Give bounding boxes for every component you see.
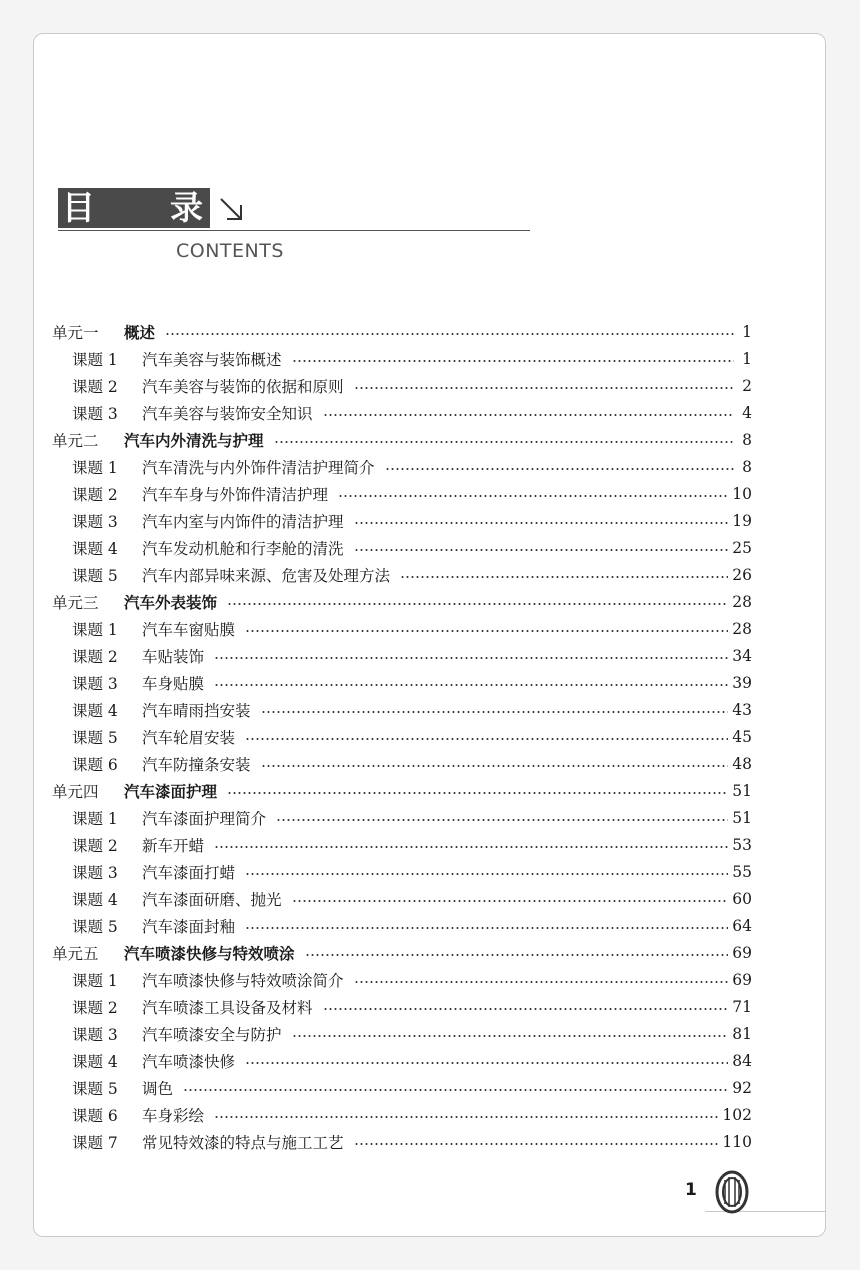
page-ref: 45 bbox=[732, 728, 752, 746]
dot-leader bbox=[245, 738, 728, 740]
dot-leader bbox=[354, 387, 734, 389]
page-ref: 26 bbox=[732, 566, 752, 584]
page-title bbox=[58, 188, 210, 228]
toc-lesson-row bbox=[52, 725, 752, 749]
dot-leader bbox=[354, 522, 729, 524]
page-ref: 43 bbox=[732, 701, 752, 719]
toc-lesson-row bbox=[52, 806, 752, 830]
lesson-title: 汽车清洗与内外饰件清洁护理简介 bbox=[142, 459, 375, 477]
page-ref: 28 bbox=[732, 620, 752, 638]
page-ref: 34 bbox=[732, 647, 752, 665]
toc-lesson-row bbox=[52, 995, 752, 1019]
toc-unit-row bbox=[52, 320, 752, 344]
lesson-title: 汽车晴雨挡安装 bbox=[142, 702, 251, 720]
lesson-title: 汽车美容与装饰的依据和原则 bbox=[142, 378, 344, 396]
dot-leader bbox=[261, 711, 729, 713]
toc-lesson-row bbox=[52, 401, 752, 425]
dot-leader bbox=[227, 603, 728, 605]
toc-unit-row bbox=[52, 590, 752, 614]
dot-leader bbox=[183, 1089, 728, 1091]
page-ref: 28 bbox=[732, 593, 752, 611]
dot-leader bbox=[292, 900, 729, 902]
lesson-number: 课题 4 bbox=[72, 540, 118, 558]
page-ref: 69 bbox=[732, 971, 752, 989]
page-ref: 53 bbox=[732, 836, 752, 854]
arrow-down-right-icon bbox=[216, 194, 248, 226]
page-ref: 51 bbox=[732, 809, 752, 827]
dot-leader bbox=[214, 684, 728, 686]
lesson-title: 汽车防撞条安装 bbox=[142, 756, 251, 774]
lesson-number: 课题 5 bbox=[72, 567, 118, 585]
dot-leader bbox=[385, 468, 734, 470]
toc-lesson-row bbox=[52, 347, 752, 371]
toc-lesson-row bbox=[52, 1103, 752, 1127]
lesson-title: 汽车美容与装饰安全知识 bbox=[142, 405, 313, 423]
toc-lesson-row bbox=[52, 671, 752, 695]
lesson-number: 课题 4 bbox=[72, 1053, 118, 1071]
page-ref: 48 bbox=[732, 755, 752, 773]
page-ref: 55 bbox=[732, 863, 752, 881]
lesson-title: 汽车漆面研磨、抛光 bbox=[142, 891, 282, 909]
toc-lesson-row bbox=[52, 887, 752, 911]
title-char-2: 录 bbox=[170, 188, 205, 227]
toc-lesson-row bbox=[52, 509, 752, 533]
toc-lesson-row bbox=[52, 1049, 752, 1073]
dot-leader bbox=[245, 927, 728, 929]
lesson-number: 课题 1 bbox=[72, 459, 118, 477]
page-ref: 8 bbox=[742, 458, 752, 476]
lesson-number: 课题 1 bbox=[72, 972, 118, 990]
page-ref: 81 bbox=[732, 1025, 752, 1043]
toc-unit-row bbox=[52, 779, 752, 803]
dot-leader bbox=[245, 1062, 728, 1064]
dot-leader bbox=[227, 792, 728, 794]
dot-leader bbox=[214, 1116, 718, 1118]
lesson-number: 课题 2 bbox=[72, 486, 118, 504]
lesson-number: 课题 3 bbox=[72, 675, 118, 693]
toc-lesson-row bbox=[52, 374, 752, 398]
lesson-number: 课题 3 bbox=[72, 513, 118, 531]
lesson-title: 调色 bbox=[142, 1080, 174, 1098]
dot-leader bbox=[292, 1035, 729, 1037]
lesson-title: 新车开蜡 bbox=[142, 837, 205, 855]
lesson-title: 汽车喷漆快修 bbox=[142, 1053, 236, 1071]
toc-lesson-row bbox=[52, 968, 752, 992]
unit-number: 单元三 bbox=[52, 594, 99, 612]
lesson-title: 汽车内部异味来源、危害及处理方法 bbox=[142, 567, 391, 585]
lesson-number: 课题 4 bbox=[72, 891, 118, 909]
unit-title: 汽车喷漆快修与特效喷涂 bbox=[124, 945, 295, 963]
page-ref: 8 bbox=[742, 431, 752, 449]
dot-leader bbox=[400, 576, 728, 578]
page-ref: 1 bbox=[742, 350, 752, 368]
dot-leader bbox=[292, 360, 734, 362]
toc-lesson-row bbox=[52, 698, 752, 722]
lesson-title: 车身彩绘 bbox=[142, 1107, 205, 1125]
dot-leader bbox=[214, 657, 728, 659]
lesson-title: 汽车喷漆工具设备及材料 bbox=[142, 999, 313, 1017]
lesson-number: 课题 2 bbox=[72, 999, 118, 1017]
toc-lesson-row bbox=[52, 833, 752, 857]
page-ref: 2 bbox=[742, 377, 752, 395]
unit-title: 概述 bbox=[124, 324, 156, 342]
toc-lesson-row bbox=[52, 617, 752, 641]
lesson-title: 汽车喷漆安全与防护 bbox=[142, 1026, 282, 1044]
toc-lesson-row bbox=[52, 536, 752, 560]
lesson-number: 课题 3 bbox=[72, 1026, 118, 1044]
unit-number: 单元四 bbox=[52, 783, 99, 801]
lesson-number: 课题 5 bbox=[72, 1080, 118, 1098]
dot-leader bbox=[323, 414, 734, 416]
dot-leader bbox=[261, 765, 729, 767]
toc-lesson-row bbox=[52, 1076, 752, 1100]
lesson-title: 汽车喷漆快修与特效喷涂简介 bbox=[142, 972, 344, 990]
page-ref: 51 bbox=[732, 782, 752, 800]
dot-leader bbox=[245, 630, 728, 632]
page-ref: 84 bbox=[732, 1052, 752, 1070]
page-ref: 10 bbox=[732, 485, 752, 503]
page-ref: 39 bbox=[732, 674, 752, 692]
toc-lesson-row bbox=[52, 644, 752, 668]
page-number: 1 bbox=[685, 1180, 697, 1200]
unit-title: 汽车漆面护理 bbox=[124, 783, 218, 801]
unit-number: 单元五 bbox=[52, 945, 99, 963]
lesson-number: 课题 2 bbox=[72, 837, 118, 855]
page-ref: 92 bbox=[732, 1079, 752, 1097]
dot-leader bbox=[305, 954, 729, 956]
page-ref: 64 bbox=[732, 917, 752, 935]
lesson-title: 汽车美容与装饰概述 bbox=[142, 351, 282, 369]
toc-lesson-row bbox=[52, 752, 752, 776]
title-char-1: 目 bbox=[62, 188, 97, 227]
lesson-number: 课题 6 bbox=[72, 756, 118, 774]
toc-lesson-row bbox=[52, 482, 752, 506]
dot-leader bbox=[214, 846, 728, 848]
lesson-title: 汽车漆面打蜡 bbox=[142, 864, 236, 882]
page-ref: 69 bbox=[732, 944, 752, 962]
toc-lesson-row bbox=[52, 563, 752, 587]
toc-lesson-row bbox=[52, 914, 752, 938]
dot-leader bbox=[323, 1008, 729, 1010]
page-ref: 102 bbox=[722, 1106, 752, 1124]
lesson-title: 汽车车身与外饰件清洁护理 bbox=[142, 486, 329, 504]
lesson-number: 课题 3 bbox=[72, 864, 118, 882]
dot-leader bbox=[276, 819, 728, 821]
unit-title: 汽车外表装饰 bbox=[124, 594, 218, 612]
toc-lesson-row bbox=[52, 860, 752, 884]
title-rule bbox=[58, 230, 530, 231]
page-ref: 1 bbox=[742, 323, 752, 341]
lesson-number: 课题 5 bbox=[72, 918, 118, 936]
lesson-number: 课题 1 bbox=[72, 621, 118, 639]
lesson-number: 课题 3 bbox=[72, 405, 118, 423]
dot-leader bbox=[245, 873, 728, 875]
dot-leader bbox=[338, 495, 728, 497]
lesson-number: 课题 2 bbox=[72, 648, 118, 666]
lesson-number: 课题 1 bbox=[72, 351, 118, 369]
lesson-title: 汽车内室与内饰件的清洁护理 bbox=[142, 513, 344, 531]
lesson-title: 车身贴膜 bbox=[142, 675, 205, 693]
unit-title: 汽车内外清洗与护理 bbox=[124, 432, 264, 450]
lesson-number: 课题 1 bbox=[72, 810, 118, 828]
dot-leader bbox=[354, 1143, 719, 1145]
lesson-number: 课题 6 bbox=[72, 1107, 118, 1125]
lesson-title: 汽车车窗贴膜 bbox=[142, 621, 236, 639]
lesson-title: 车贴装饰 bbox=[142, 648, 205, 666]
toc-lesson-row bbox=[52, 1022, 752, 1046]
page-ref: 71 bbox=[732, 998, 752, 1016]
page-ref: 110 bbox=[722, 1133, 752, 1151]
contents-subtitle: CONTENTS bbox=[176, 240, 284, 262]
page-ref: 4 bbox=[742, 404, 752, 422]
lesson-title: 常见特效漆的特点与施工工艺 bbox=[142, 1134, 344, 1152]
lesson-title: 汽车发动机舱和行李舱的清洗 bbox=[142, 540, 344, 558]
tire-icon bbox=[712, 1170, 752, 1214]
toc-lesson-row bbox=[52, 1130, 752, 1154]
dot-leader bbox=[165, 333, 734, 335]
toc-unit-row bbox=[52, 941, 752, 965]
dot-leader bbox=[354, 981, 729, 983]
toc-unit-row bbox=[52, 428, 752, 452]
lesson-number: 课题 2 bbox=[72, 378, 118, 396]
lesson-title: 汽车漆面护理简介 bbox=[142, 810, 267, 828]
lesson-number: 课题 4 bbox=[72, 702, 118, 720]
toc-header bbox=[58, 188, 530, 268]
page-ref: 19 bbox=[732, 512, 752, 530]
lesson-number: 课题 7 bbox=[72, 1134, 118, 1152]
unit-number: 单元一 bbox=[52, 324, 99, 342]
lesson-number: 课题 5 bbox=[72, 729, 118, 747]
lesson-title: 汽车漆面封釉 bbox=[142, 918, 236, 936]
dot-leader bbox=[354, 549, 729, 551]
lesson-title: 汽车轮眉安装 bbox=[142, 729, 236, 747]
unit-number: 单元二 bbox=[52, 432, 99, 450]
page-ref: 60 bbox=[732, 890, 752, 908]
dot-leader bbox=[274, 441, 734, 443]
toc-lesson-row bbox=[52, 455, 752, 479]
page-ref: 25 bbox=[732, 539, 752, 557]
